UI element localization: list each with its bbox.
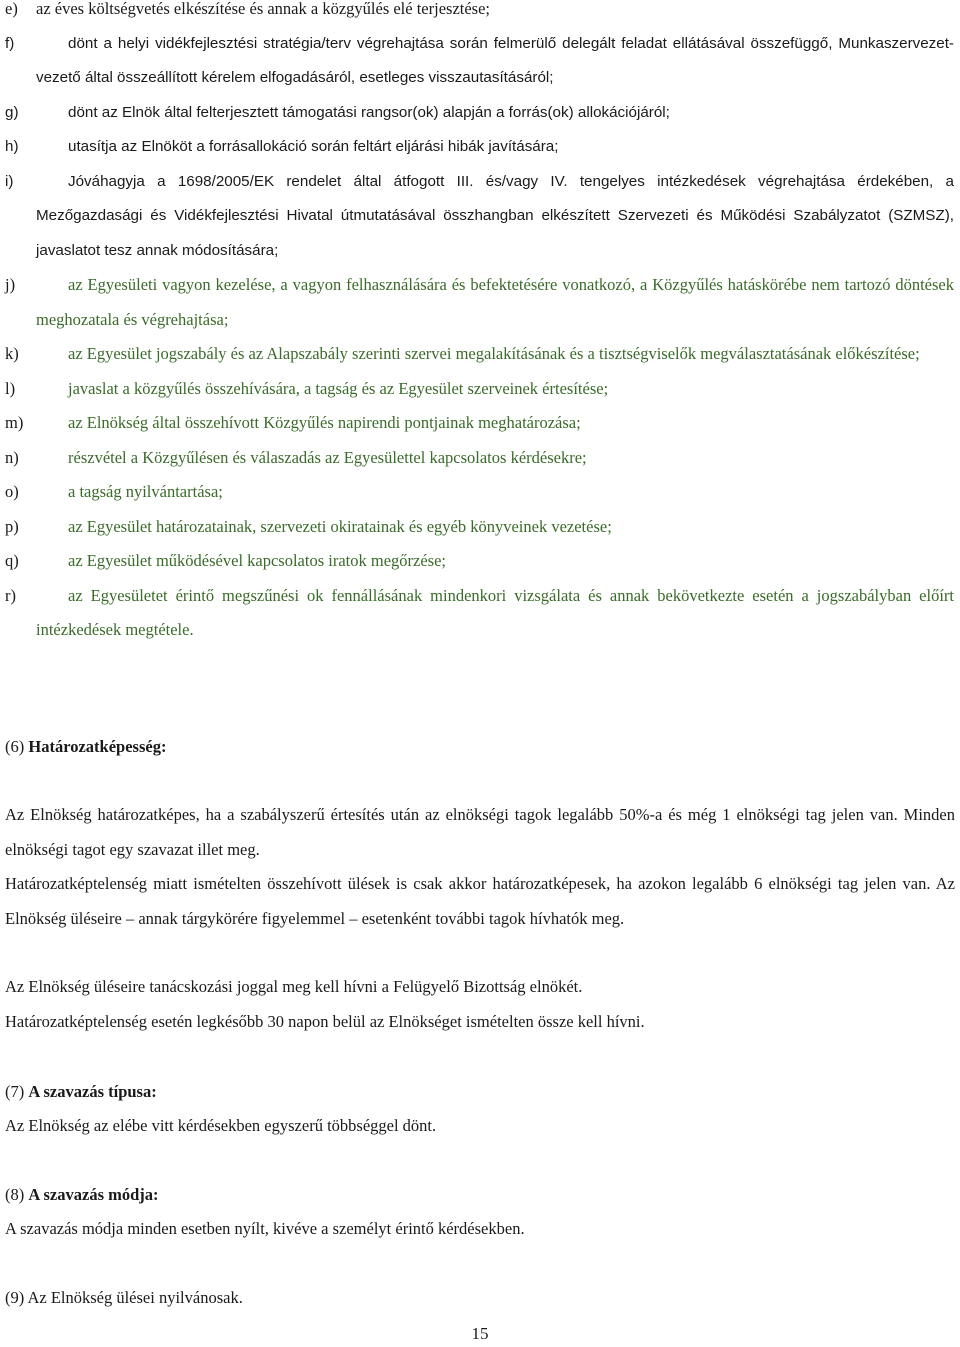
list-marker: k) (5, 344, 19, 363)
list-marker: p) (5, 516, 19, 536)
section-heading-9: (9) Az Elnökség ülései nyilvánosak. (5, 1288, 243, 1307)
section-title: A szavazás módja: (28, 1185, 159, 1204)
list-item-text: az Elnökség által összehívott Közgyűlés napirendi pontjainak meghatározása; (68, 413, 581, 432)
list-item-text: az éves költségvetés elkészítése és annak a közgyűlés elé terjesztése; (36, 0, 491, 18)
list-marker: i) (5, 172, 14, 190)
list-item-text: dönt a helyi vidékfejlesztési stratégia/terv végrehajtása során felmerülő delegált feladat ellátásával összefüggő, Munkaszervezet-vezető által összeállított kérelem elfogadásáról, esetleges visszautasításáról; (36, 34, 954, 86)
section-title: A szavazás típusa: (28, 1082, 157, 1101)
list-item-text: javaslat a közgyűlés összehívására, a tagság és az Egyesület szerveinek értesítése; (68, 378, 609, 398)
list-marker: h) (5, 138, 19, 155)
list-item-text: az Egyesületet érintő megszűnési ok fennállásának mindenkori vizsgálata és annak bekövetkezte esetén a jogszabályban előírt intézkedések megtétele. (36, 585, 954, 639)
list-item (0, 0, 960, 27)
list-item (0, 268, 960, 337)
list-item-text: részvétel a Közgyűlésen és válaszadás az Egyesülettel kapcsolatos kérdésekre; (68, 447, 587, 467)
list-item (0, 130, 960, 165)
list-item (0, 441, 960, 476)
paragraph: Az Elnökség az elébe vitt kérdésekben egyszerű többséggel dönt. (5, 1116, 437, 1135)
page-number: 15 (471, 1324, 489, 1343)
paragraph: Határozatképtelenség esetén legkésőbb 30 napon belül az Elnökséget ismételten össze kell hívni. (5, 1012, 645, 1031)
duties-list (0, 0, 960, 648)
list-item-text: dönt az Elnök által felterjesztett támogatási rangsor(ok) alapján a forrás(ok) allokációjáról; (68, 103, 670, 121)
list-marker: n) (5, 447, 19, 467)
list-marker: q) (5, 551, 19, 570)
list-item-text: a tagság nyilvántartása; (68, 482, 223, 501)
section-number: (6) (5, 737, 25, 756)
list-marker: e) (5, 0, 18, 18)
paragraph: Határozatképtelenség miatt ismételten összehívott ülések is csak akkor határozatképesek, ha azokon legalább 6 elnökségi tag jelen van. Az Elnökség üléseire – annak tárgykörére figyelemmel – esetenként további tagok hívhatók meg. (5, 874, 955, 928)
list-item (0, 510, 960, 545)
paragraph: Az Elnökség üléseire tanácskozási joggal meg kell hívni a Felügyelő Bizottság elnökét. (5, 977, 583, 996)
section-title: Határozatképesség: (28, 737, 167, 756)
list-item-text: az Egyesületi vagyon kezelése, a vagyon felhasználására és befektetésére vonatkozó, a Közgyűlés hatáskörébe nem tartozó döntések meghozatala és végrehajtása; (36, 275, 954, 329)
list-item-text: az Egyesület jogszabály és az Alapszabály szerinti szervei megalakításának és a tisztségviselők megválasztatásának előkészítése; (68, 344, 920, 363)
list-item (0, 96, 960, 131)
list-marker: o) (5, 482, 19, 501)
list-marker: l) (5, 378, 16, 398)
section-number: (7) (5, 1082, 25, 1101)
list-item (0, 406, 960, 441)
paragraph: A szavazás módja minden esetben nyílt, kivéve a személyt érintő kérdésekben. (5, 1219, 525, 1238)
list-marker: r) (5, 585, 16, 605)
list-item-text: utasítja az Elnököt a forrásallokáció során feltárt eljárási hibák javítására; (68, 138, 559, 155)
list-item (0, 165, 960, 269)
list-marker: m) (5, 413, 24, 432)
section-number: (8) (5, 1185, 25, 1204)
list-item (0, 337, 960, 372)
paragraph: Az Elnökség határozatképes, ha a szabályszerű értesítés után az elnökségi tagok legalább 50%-a és még 1 elnökségi tag jelen van. Minden elnökségi tagot egy szavazat illet meg. (5, 805, 955, 859)
list-item (0, 544, 960, 579)
list-item-text: az Egyesület működésével kapcsolatos iratok megőrzése; (68, 551, 446, 570)
list-item (0, 27, 960, 96)
list-item (0, 372, 960, 407)
list-item (0, 475, 960, 510)
list-marker: f) (5, 34, 15, 52)
section-heading-6 (5, 730, 166, 765)
list-item-text: az Egyesület határozatainak, szervezeti okiratainak és egyéb könyveinek vezetése; (68, 516, 612, 536)
list-item-text: Jóváhagyja a 1698/2005/EK rendelet által átfogott III. és/vagy IV. tengelyes intézkedések végrehajtása érdekében, a Mezőgazdasági és Vidékfejlesztési Hivatal útmutatásával összhangban elkészített Szervezeti és Működési Szabályzatot (SZMSZ), javaslatot tesz annak módosítására; (36, 172, 954, 259)
section-heading-8 (5, 1178, 159, 1213)
list-marker: j) (5, 275, 16, 294)
section-heading-7 (5, 1075, 157, 1110)
list-marker: g) (5, 103, 19, 121)
list-item (0, 579, 960, 648)
